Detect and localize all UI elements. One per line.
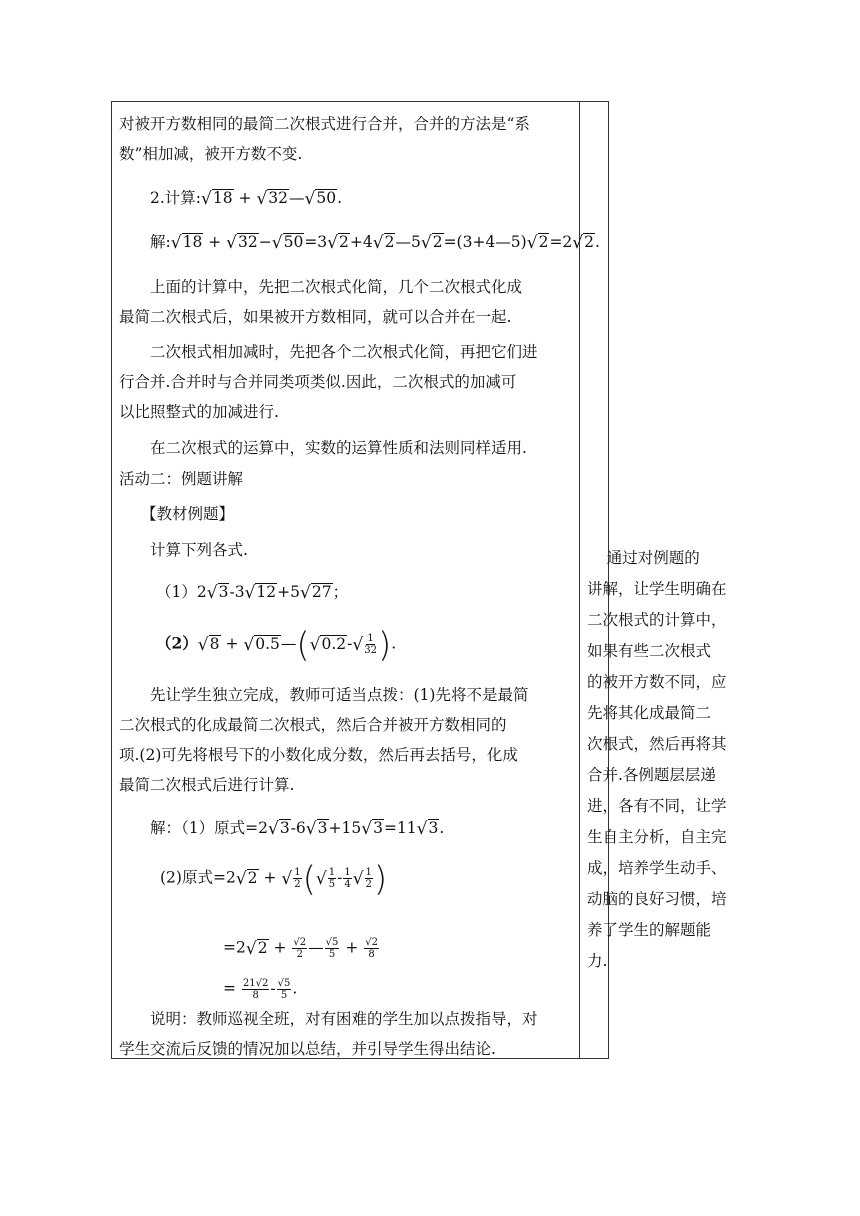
fraction [242, 978, 269, 1001]
fraction [365, 867, 373, 890]
expression-text: +15 [328, 819, 362, 837]
denominator: 5 [328, 949, 336, 960]
operator: + [220, 634, 244, 653]
solution-1 [150, 818, 444, 839]
denominator: 5 [280, 990, 288, 1001]
radical-sign: √ [352, 868, 364, 889]
radicand: 3 [428, 819, 439, 837]
numerator: √5 [277, 978, 291, 989]
expression-text: —5 [395, 233, 421, 251]
radical-sign: √ [315, 868, 327, 889]
side-note-line: 通过对例题的 [587, 549, 700, 567]
radicand: 3 [373, 819, 383, 837]
side-note-line: 成，培养学生动手、 [587, 859, 727, 877]
side-note-line: 力. [587, 952, 608, 970]
radical-sign: √ [267, 819, 279, 839]
denominator: 2 [294, 879, 301, 890]
radical-sign: √ [281, 868, 293, 889]
radicand: 8 [209, 634, 220, 653]
example-label: （1） [156, 583, 197, 601]
denominator: 32 [364, 645, 377, 656]
paragraph-line: 以比照整式的加减进行. [119, 403, 279, 421]
expression-text: =(3+4—5) [443, 233, 527, 251]
expression-text: =2 [549, 233, 573, 251]
radical-sign: √ [235, 868, 247, 889]
fraction [364, 937, 379, 960]
radical-sign: √ [352, 634, 364, 655]
expression-text: = [223, 979, 241, 998]
paragraph-line: 项.(2)可先将根号下的小数化成分数，然后再去括号，化成 [119, 746, 518, 764]
side-note-line: 讲解，让学生明确在 [587, 580, 727, 598]
exercise-label: 2.计算: [150, 189, 202, 207]
operator: — [308, 938, 324, 957]
operator: - [347, 634, 353, 653]
numerator: √2 [365, 937, 378, 948]
radical-sign: √ [420, 233, 432, 253]
radicand: 2 [247, 868, 258, 887]
example-label: （2） [156, 633, 198, 653]
fraction [364, 633, 377, 656]
solution-2 [150, 232, 600, 253]
operator: − [258, 233, 272, 251]
paragraph-line: 在二次根式的运算中，实数的运算性质和法则同样适用. [150, 439, 527, 457]
operator: + [340, 938, 364, 957]
denominator: 2 [296, 949, 303, 960]
expression-text: 2 [196, 583, 207, 601]
example-2 [156, 625, 397, 666]
paragraph-line: 学生交流后反馈的情况加以总结，并引导学生得出结论. [119, 1040, 496, 1058]
radical-sign: √ [300, 583, 311, 603]
punctuation: . [337, 189, 343, 207]
paragraph-line: 对被开方数相同的最简二次根式进行合并，合并的方法是“系 [119, 115, 530, 133]
operator: + [258, 868, 282, 887]
paragraph-line: 最简二次根式后，如果被开方数相同，就可以合并在一起. [119, 308, 512, 326]
denominator: 8 [252, 990, 259, 1001]
fraction [328, 867, 336, 890]
numerator: √2 [293, 937, 307, 948]
expression-text: -3 [229, 583, 245, 601]
radical-sign: √ [304, 189, 316, 209]
paragraph-line: 说明：教师巡视全班，对有困难的学生加以点拨指导，对 [150, 1010, 538, 1028]
radicand: 2 [584, 233, 595, 251]
numerator: √5 [325, 937, 339, 948]
radicand: 32 [268, 189, 289, 207]
numerator: 1 [328, 867, 336, 878]
side-note-line: 动脑的良好习惯，培 [587, 890, 727, 908]
side-note-line: 养了学生的解题能 [587, 921, 712, 939]
fraction [343, 867, 351, 890]
side-note-line: 生自主分析，自主完 [587, 828, 727, 846]
solution-label: 解: [150, 233, 171, 251]
operator: - [270, 979, 276, 998]
denominator: 5 [328, 879, 336, 890]
radical-sign: √ [305, 819, 317, 839]
radical-sign: √ [244, 583, 256, 603]
paragraph-line: 先让学生独立完成，教师可适当点拨：(1)先将不是最简 [150, 686, 529, 704]
radicand: 50 [316, 189, 337, 207]
radicand: 27 [311, 583, 332, 601]
side-note-line: 进，各有不同，让学 [587, 797, 727, 815]
radical-sign: √ [170, 233, 182, 253]
numerator: 21√2 [242, 978, 269, 989]
punctuation: ； [332, 583, 349, 601]
expression-text: =2 [223, 938, 246, 957]
radical-sign: √ [572, 233, 584, 253]
side-note-line: 的被开方数不同，应 [587, 673, 727, 691]
fraction [325, 937, 340, 960]
radicand: 18 [182, 233, 203, 251]
exercise-2 [150, 188, 342, 209]
side-note-line: 如果有些二次根式 [587, 642, 712, 660]
radicand: 0.2 [321, 634, 347, 653]
section-heading: 【教材例题】 [141, 505, 235, 523]
solution-2-line1 [160, 859, 388, 900]
example-1 [156, 582, 348, 603]
operator: — [280, 634, 297, 653]
radicand: 2 [384, 233, 395, 251]
radical-sign: √ [256, 189, 268, 209]
radical-sign: √ [526, 233, 538, 253]
radicand: 50 [283, 233, 304, 251]
paragraph-line: 最简二次根式后进行计算. [119, 776, 295, 794]
radical-sign: √ [372, 233, 384, 253]
radicand: 0.5 [255, 634, 280, 653]
expression-text: 解：（1）原式=2 [150, 819, 268, 837]
paragraph-line: 二次根式的化成最简二次根式，然后合并被开方数相同的 [119, 716, 507, 734]
solution-2-line2 [223, 937, 380, 960]
paragraph-line: 上面的计算中，先把二次根式化简，几个二次根式化成 [150, 278, 523, 296]
side-note-line: 合并.各例题层层递 [587, 766, 716, 784]
radicand: 12 [256, 583, 277, 601]
side-note-line: 二次根式的计算中， [587, 611, 727, 629]
expression-text: (2)原式=2 [160, 868, 236, 887]
radicand: 2 [257, 938, 268, 957]
punctuation: . [595, 233, 600, 251]
radicand: 18 [212, 189, 233, 207]
punctuation: . [292, 979, 298, 998]
expression-text: =3 [304, 233, 328, 251]
radical-sign: √ [327, 233, 339, 253]
operator: + [268, 938, 292, 957]
paragraph-line: 二次根式相加减时，先把各个二次根式化简，再把它们进 [150, 343, 538, 361]
radical-sign: √ [361, 819, 373, 839]
solution-2-line3 [223, 978, 297, 1001]
expression-text: +5 [277, 583, 301, 601]
left-paren: ( [296, 625, 310, 666]
denominator: 8 [368, 949, 375, 960]
radical-sign: √ [309, 634, 321, 655]
denominator: 2 [365, 879, 372, 890]
radicand: 3 [279, 819, 290, 837]
operator: - [337, 868, 343, 887]
punctuation: . [439, 819, 445, 837]
radical-sign: √ [245, 938, 257, 959]
operator: + [203, 233, 227, 251]
side-note-line: 次根式，然后再将其 [587, 735, 727, 753]
radical-sign: √ [243, 634, 255, 655]
radical-sign: √ [197, 634, 209, 655]
radical-sign: √ [206, 583, 218, 603]
side-note-line: 先将其化成最简二 [587, 704, 712, 722]
paragraph-line: 行合并.合并时与合并同类项类似.因此，二次根式的加减可 [119, 373, 517, 391]
operator: + [233, 189, 257, 207]
right-paren: ) [377, 625, 392, 666]
fraction [293, 867, 301, 890]
radicand: 2 [339, 233, 349, 251]
right-paren: ) [373, 859, 388, 900]
operator: — [289, 189, 305, 207]
numerator: 1 [365, 867, 372, 878]
radicand: 3 [317, 819, 328, 837]
expression-text: =11 [383, 819, 417, 837]
radicand: 2 [432, 233, 443, 251]
paragraph-line: 计算下列各式. [150, 541, 248, 559]
numerator: 1 [367, 633, 374, 644]
radical-sign: √ [271, 233, 283, 253]
paragraph-line: 数”相加减，被开方数不变. [119, 145, 303, 163]
radicand: 32 [238, 233, 258, 251]
left-paren: ( [302, 859, 316, 900]
radicand: 3 [218, 583, 229, 601]
radical-sign: √ [201, 189, 212, 209]
fraction [292, 937, 307, 960]
radicand: 2 [538, 233, 549, 251]
fraction [277, 978, 292, 1001]
activity-heading: 活动二：例题讲解 [119, 470, 244, 488]
numerator: 1 [294, 867, 301, 878]
radical-sign: √ [226, 233, 237, 253]
punctuation: . [391, 634, 397, 653]
denominator: 4 [344, 879, 351, 890]
expression-text: +4 [349, 233, 373, 251]
expression-text: -6 [290, 819, 306, 837]
numerator: 1 [344, 867, 351, 878]
radical-sign: √ [416, 819, 428, 839]
